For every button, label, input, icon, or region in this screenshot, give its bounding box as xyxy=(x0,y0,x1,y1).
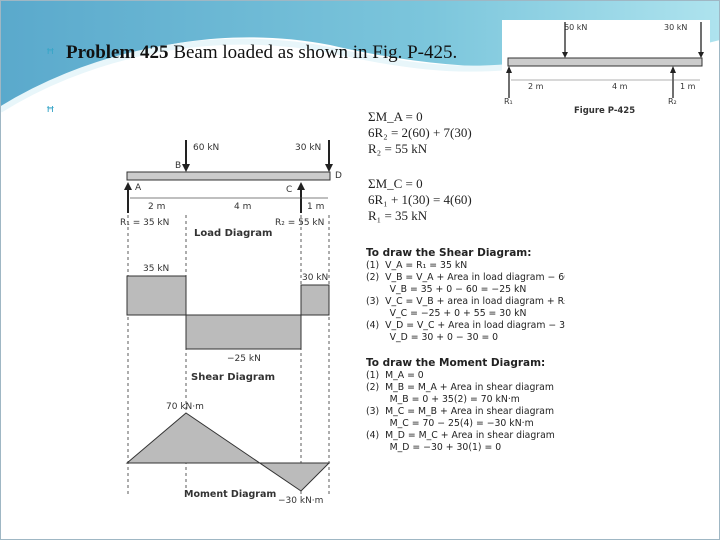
r2-label: R₂ xyxy=(668,97,677,106)
shear-step: (1) V_A = R₁ = 35 kN xyxy=(366,260,468,271)
shear-value-30: 30 kN xyxy=(302,273,329,283)
shear-steps xyxy=(366,247,565,343)
load-diagram-label: Load Diagram xyxy=(194,228,273,239)
equation: 6R₂ = 2(60) + 7(30) xyxy=(368,125,472,140)
shear-diagram xyxy=(127,264,329,383)
slide-title xyxy=(66,42,457,64)
swirl-bullet-icon: ꟸ xyxy=(46,45,55,63)
shear-value-35: 35 kN xyxy=(143,264,170,274)
r1-label: R₁ = 35 kN xyxy=(120,218,170,228)
shear-segment-bc xyxy=(186,315,301,349)
equation: R₂ = 55 kN xyxy=(368,141,428,156)
moment-steps xyxy=(366,357,555,453)
figure-p425-image xyxy=(502,20,710,118)
point-c: C xyxy=(286,185,293,195)
swirl-bullet-icon: ꟸ xyxy=(46,103,55,121)
moment-step: (2) M_B = M_A + Area in shear diagram xyxy=(366,382,554,393)
dim-2m: 2 m xyxy=(148,202,166,212)
moment-value-minus30: −30 kN·m xyxy=(278,496,324,506)
moment-step: (3) M_C = M_B + Area in shear diagram xyxy=(366,406,555,417)
moment-diagram-label: Moment Diagram xyxy=(184,489,277,500)
dim-2m: 2 m xyxy=(528,82,544,91)
load-60kn: 60 kN xyxy=(193,143,220,153)
solution-image xyxy=(113,108,565,506)
equation: 6R₁ + 1(30) = 4(60) xyxy=(368,192,472,207)
load-30kn: 30 kN xyxy=(664,23,688,32)
dim-1m: 1 m xyxy=(680,82,696,91)
point-b: B xyxy=(175,161,182,171)
moment-step: (4) M_D = M_C + Area in shear diagram xyxy=(366,430,555,441)
dim-4m: 4 m xyxy=(612,82,628,91)
r1-label: R₁ xyxy=(504,97,513,106)
shear-step: (2) V_B = V_A + Area in load diagram − 60 kN xyxy=(366,272,565,283)
shear-step: (4) V_D = V_C + Area in load diagram − 30 kN xyxy=(366,320,565,331)
shear-segment-ab xyxy=(127,276,186,315)
figure-caption: Figure P-425 xyxy=(574,106,636,116)
equation: ΣM_C = 0 xyxy=(368,176,423,191)
load-30kn: 30 kN xyxy=(295,143,322,153)
moment-steps-title: To draw the Moment Diagram: xyxy=(366,357,546,369)
shear-step: V_B = 35 + 0 − 60 = −25 kN xyxy=(366,284,527,295)
load-60kn: 60 kN xyxy=(564,23,588,32)
shear-steps-title: To draw the Shear Diagram: xyxy=(366,247,532,259)
point-a: A xyxy=(135,183,142,193)
title-bold: Problem 425 xyxy=(66,42,169,63)
shear-step: (3) V_C = V_B + area in load diagram + R₂ xyxy=(366,296,565,307)
moment-curve xyxy=(127,413,329,491)
shear-value-minus25: −25 kN xyxy=(227,354,261,364)
point-d: D xyxy=(335,171,342,181)
moment-step: M_C = 70 − 25(4) = −30 kN·m xyxy=(366,418,534,429)
reaction-equations xyxy=(368,109,472,223)
moment-step: M_B = 0 + 35(2) = 70 kN·m xyxy=(366,394,520,405)
moment-step: (1) M_A = 0 xyxy=(366,370,424,381)
dim-1m: 1 m xyxy=(307,202,325,212)
dim-4m: 4 m xyxy=(234,202,252,212)
r2-label: R₂ = 55 kN xyxy=(275,218,325,228)
moment-step: M_D = −30 + 30(1) = 0 xyxy=(366,442,502,453)
title-rest: Beam loaded as shown in Fig. P-425. xyxy=(168,42,458,63)
load-diagram xyxy=(120,140,342,239)
shear-segment-cd xyxy=(301,285,329,315)
shear-step: V_C = −25 + 0 + 55 = 30 kN xyxy=(366,308,527,319)
equation: R₁ = 35 kN xyxy=(368,208,428,223)
equation: ΣM_A = 0 xyxy=(368,109,423,124)
shear-step: V_D = 30 + 0 − 30 = 0 xyxy=(366,332,499,343)
moment-value-70: 70 kN·m xyxy=(166,402,204,412)
moment-diagram xyxy=(127,402,329,506)
shear-diagram-label: Shear Diagram xyxy=(191,372,275,383)
